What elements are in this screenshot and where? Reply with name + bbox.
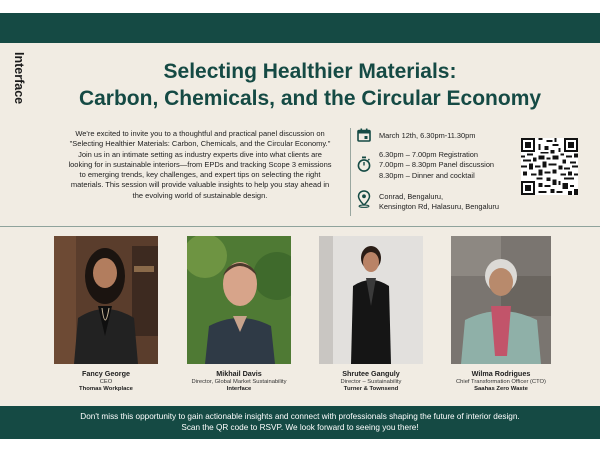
speaker-photo-shrutee-ganguly bbox=[319, 236, 423, 364]
schedule-item: 6.30pm – 7.00pm Registration bbox=[379, 150, 479, 159]
intro-line: We're excited to invite you to a thoughtful and practical panel discussion on bbox=[75, 129, 325, 138]
event-title-line-1: Selecting Healthier Materials: bbox=[163, 60, 457, 83]
footer-line: Don't miss this opportunity to gain actionable insights and connect with professionals shaping the future of interior design. bbox=[80, 412, 520, 421]
event-title-line-2: Carbon, Chemicals, and the Circular Economy bbox=[78, 87, 542, 110]
speaker-photo-mikhail-davis bbox=[187, 236, 291, 364]
calendar-icon bbox=[357, 128, 371, 142]
footer-banner bbox=[0, 406, 600, 439]
speaker-name: Fancy George bbox=[82, 369, 130, 378]
schedule-item: 7.00pm – 8.30pm Panel discussion bbox=[379, 160, 495, 170]
speaker-organization: Turner & Townsend bbox=[343, 386, 399, 392]
intro-line: "Selecting Healthier Materials: Carbon, Chemicals, and the Circular Economy." bbox=[69, 139, 331, 149]
event-schedule bbox=[379, 150, 494, 181]
vertical-divider bbox=[350, 128, 351, 216]
interface-logo bbox=[12, 52, 26, 120]
event-date: March 12th, 6.30pm-11.30pm bbox=[379, 131, 476, 140]
speaker-role: Director – Sustainability bbox=[340, 379, 402, 385]
speaker-organization: Thomas Workplace bbox=[79, 386, 133, 392]
schedule-item: 8.30pm – Dinner and cocktail bbox=[379, 170, 475, 180]
event-venue bbox=[379, 192, 499, 213]
speaker-photo-fancy-george bbox=[54, 236, 158, 364]
speaker-name: Shrutee Ganguly bbox=[342, 369, 400, 378]
speaker-organization: Interface bbox=[226, 386, 252, 392]
speaker-name: Wilma Rodrigues bbox=[471, 369, 531, 378]
footer-line: Scan the QR code to RSVP. We look forward to seeing you there! bbox=[181, 423, 419, 432]
speaker-photo-wilma-rodrigues bbox=[451, 236, 551, 364]
intro-line: Join us in an intimate setting as industry experts dive into what clients are bbox=[78, 149, 322, 159]
speaker-role: Chief Transformation Officer (CTO) bbox=[456, 379, 546, 385]
intro-line: the evolving world of sustainable design. bbox=[132, 190, 268, 200]
intro-paragraph bbox=[50, 129, 350, 201]
location-pin-icon bbox=[357, 190, 371, 208]
speaker-role: Director, Global Market Sustainability bbox=[191, 379, 287, 385]
speaker-organization: Saahas Zero Waste bbox=[474, 386, 528, 392]
venue-line: Conrad, Bengaluru, bbox=[379, 192, 444, 201]
speaker-role: CEO bbox=[99, 379, 113, 385]
speaker-name: Mikhail Davis bbox=[216, 369, 262, 378]
venue-line: Kensington Rd, Halasuru, Bengaluru bbox=[379, 202, 499, 212]
intro-line: looking for in sustainable interiors—from EPDs and tracking Scope 3 emissions bbox=[68, 159, 332, 169]
rsvp-qr-code[interactable] bbox=[521, 138, 578, 195]
logo-text: Interface bbox=[12, 52, 26, 105]
intro-line: materials. This session will provide valuable insights to help you stay ahead in bbox=[70, 180, 330, 190]
section-divider bbox=[0, 226, 600, 227]
top-banner bbox=[0, 13, 600, 43]
intro-line: to emerging trends, key challenges, and expert tips on selecting the right bbox=[79, 170, 321, 180]
stopwatch-icon bbox=[357, 156, 371, 172]
